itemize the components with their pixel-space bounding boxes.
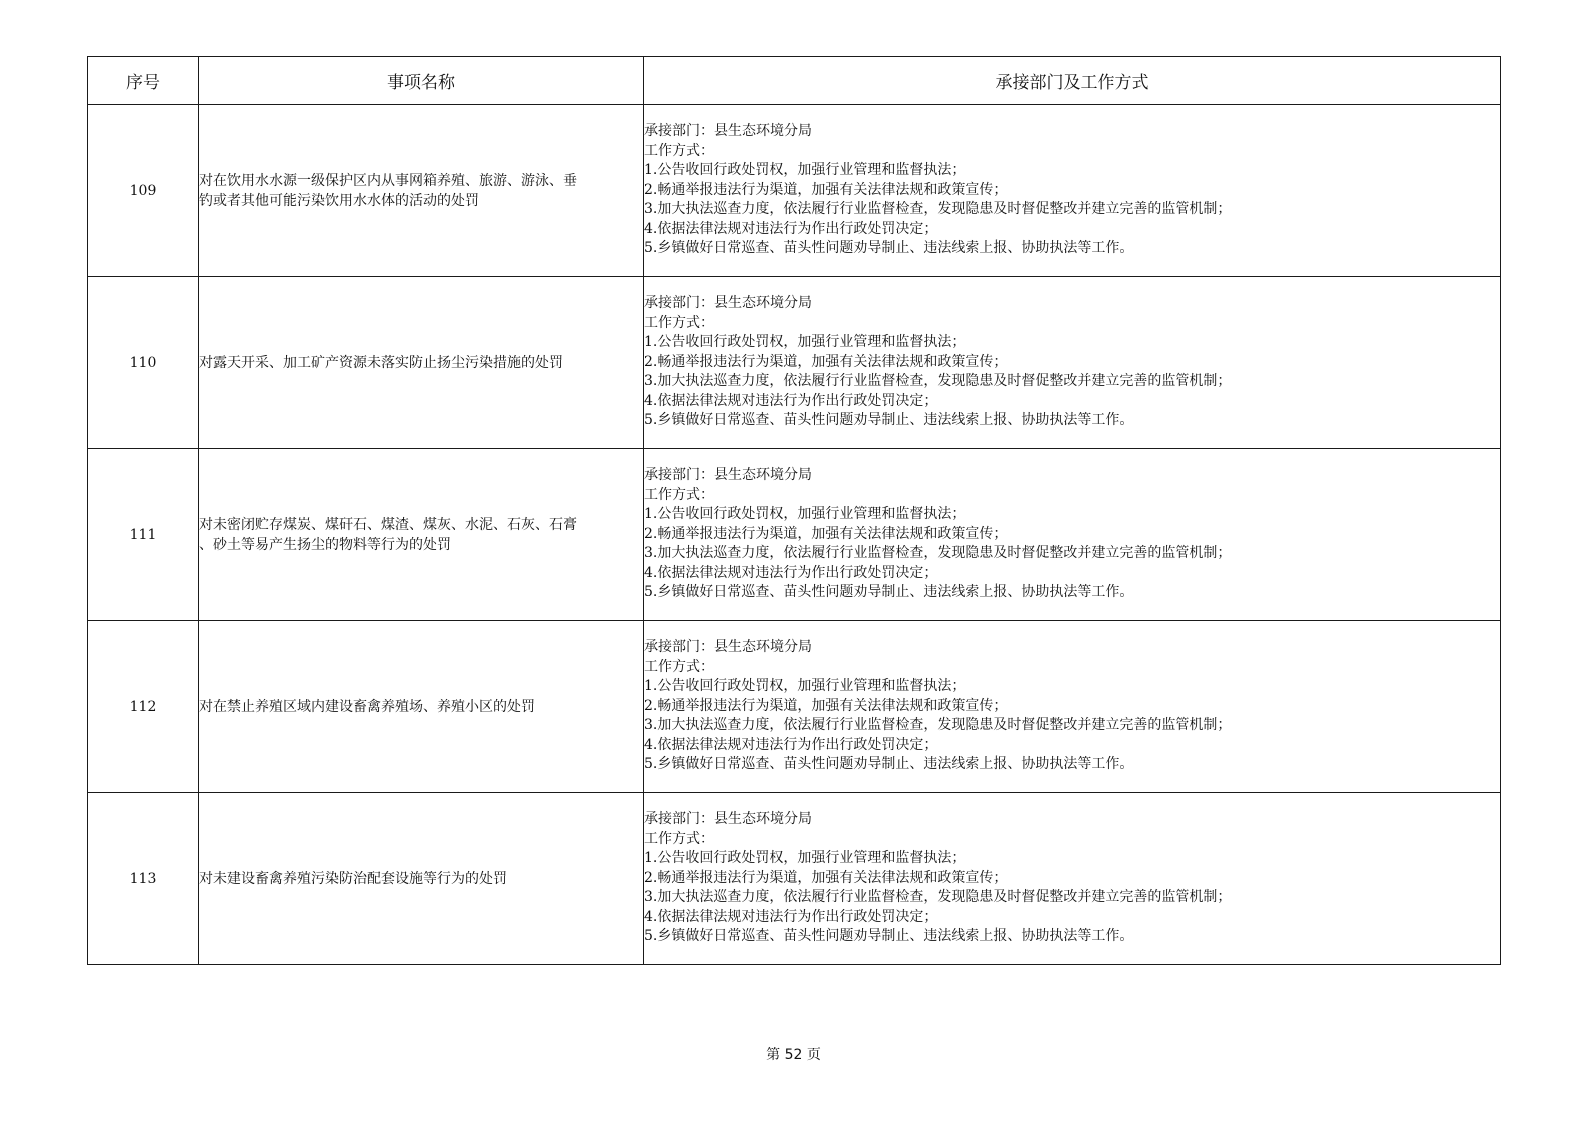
row-number: 113 [88, 793, 199, 965]
table-row [88, 621, 1501, 793]
dept-method-line: 承接部门：县生态环境分局 [644, 810, 812, 827]
dept-method-cell [644, 793, 1501, 965]
page-number: 第 52 页 [766, 1047, 821, 1063]
dept-method-line: 工作方式： [644, 314, 714, 331]
dept-method-line: 2.畅通举报违法行为渠道，加强有关法律法规和政策宣传； [644, 525, 1008, 542]
table-body [88, 105, 1501, 965]
row-number: 112 [88, 621, 199, 793]
dept-method-line: 4.依据法律法规对违法行为作出行政处罚决定； [644, 220, 938, 237]
header-no: 序号 [88, 57, 199, 105]
dept-method-line: 工作方式： [644, 486, 714, 503]
table-header [88, 57, 1501, 105]
item-name-line: 对在禁止养殖区域内建设畜禽养殖场、养殖小区的处罚 [199, 698, 535, 715]
dept-method-line: 3.加大执法巡查力度，依法履行行业监督检查，发现隐患及时督促整改并建立完善的监管机制； [644, 889, 1232, 906]
dept-method-line: 承接部门：县生态环境分局 [644, 122, 812, 139]
item-name-line: 对未密闭贮存煤炭、煤矸石、煤渣、煤灰、水泥、石灰、石膏 [199, 516, 577, 533]
table-row [88, 277, 1501, 449]
dept-method-line: 1.公告收回行政处罚权，加强行业管理和监督执法； [644, 334, 966, 351]
dept-method-line: 1.公告收回行政处罚权，加强行业管理和监督执法； [644, 678, 966, 695]
dept-method-line: 1.公告收回行政处罚权，加强行业管理和监督执法； [644, 506, 966, 523]
dept-method-cell [644, 277, 1501, 449]
row-number: 109 [88, 105, 199, 277]
dept-method-line: 5.乡镇做好日常巡查、苗头性问题劝导制止、违法线索上报、协助执法等工作。 [644, 756, 1134, 773]
dept-method-line: 承接部门：县生态环境分局 [644, 638, 812, 655]
dept-method-line: 2.畅通举报违法行为渠道，加强有关法律法规和政策宣传； [644, 869, 1008, 886]
item-name-cell [199, 621, 644, 793]
dept-method-line: 3.加大执法巡查力度，依法履行行业监督检查，发现隐患及时督促整改并建立完善的监管机制； [644, 373, 1232, 390]
dept-method-line: 4.依据法律法规对违法行为作出行政处罚决定； [644, 392, 938, 409]
dept-method-line: 2.畅通举报违法行为渠道，加强有关法律法规和政策宣传； [644, 353, 1008, 370]
dept-method-line: 4.依据法律法规对违法行为作出行政处罚决定； [644, 736, 938, 753]
dept-method-line: 4.依据法律法规对违法行为作出行政处罚决定； [644, 564, 938, 581]
dept-method-line: 3.加大执法巡查力度，依法履行行业监督检查，发现隐患及时督促整改并建立完善的监管机制； [644, 201, 1232, 218]
item-name-cell [199, 105, 644, 277]
dept-method-line: 2.畅通举报违法行为渠道，加强有关法律法规和政策宣传； [644, 181, 1008, 198]
dept-method-line: 3.加大执法巡查力度，依法履行行业监督检查，发现隐患及时督促整改并建立完善的监管机制； [644, 717, 1232, 734]
item-name-cell [199, 793, 644, 965]
table-row [88, 449, 1501, 621]
dept-method-line: 承接部门：县生态环境分局 [644, 466, 812, 483]
item-name-cell [199, 449, 644, 621]
item-name-line: 对未建设畜禽养殖污染防治配套设施等行为的处罚 [199, 870, 507, 887]
row-number: 111 [88, 449, 199, 621]
dept-method-cell [644, 105, 1501, 277]
dept-method-line: 5.乡镇做好日常巡查、苗头性问题劝导制止、违法线索上报、协助执法等工作。 [644, 240, 1134, 257]
dept-method-line: 4.依据法律法规对违法行为作出行政处罚决定； [644, 908, 938, 925]
dept-method-line: 1.公告收回行政处罚权，加强行业管理和监督执法； [644, 850, 966, 867]
dept-method-line: 工作方式： [644, 658, 714, 675]
dept-method-cell [644, 449, 1501, 621]
dept-method-line: 1.公告收回行政处罚权，加强行业管理和监督执法； [644, 162, 966, 179]
item-name-cell [199, 277, 644, 449]
dept-method-line: 承接部门：县生态环境分局 [644, 294, 812, 311]
dept-method-line: 工作方式： [644, 830, 714, 847]
item-name-line: 、砂土等易产生扬尘的物料等行为的处罚 [199, 536, 451, 553]
table-row [88, 105, 1501, 277]
dept-method-line: 工作方式： [644, 142, 714, 159]
dept-method-line: 5.乡镇做好日常巡查、苗头性问题劝导制止、违法线索上报、协助执法等工作。 [644, 584, 1134, 601]
header-dept: 承接部门及工作方式 [644, 57, 1501, 105]
dept-method-line: 5.乡镇做好日常巡查、苗头性问题劝导制止、违法线索上报、协助执法等工作。 [644, 412, 1134, 429]
authority-table [87, 56, 1501, 965]
dept-method-line: 2.畅通举报违法行为渠道，加强有关法律法规和政策宣传； [644, 697, 1008, 714]
header-row [88, 57, 1501, 105]
table-row [88, 793, 1501, 965]
item-name-line: 钓或者其他可能污染饮用水水体的活动的处罚 [199, 192, 479, 209]
row-number: 110 [88, 277, 199, 449]
dept-method-line: 3.加大执法巡查力度，依法履行行业监督检查，发现隐患及时督促整改并建立完善的监管机制； [644, 545, 1232, 562]
dept-method-cell [644, 621, 1501, 793]
header-name: 事项名称 [199, 57, 644, 105]
item-name-line: 对在饮用水水源一级保护区内从事网箱养殖、旅游、游泳、垂 [199, 172, 577, 189]
dept-method-line: 5.乡镇做好日常巡查、苗头性问题劝导制止、违法线索上报、协助执法等工作。 [644, 928, 1134, 945]
item-name-line: 对露天开采、加工矿产资源未落实防止扬尘污染措施的处罚 [199, 354, 563, 371]
